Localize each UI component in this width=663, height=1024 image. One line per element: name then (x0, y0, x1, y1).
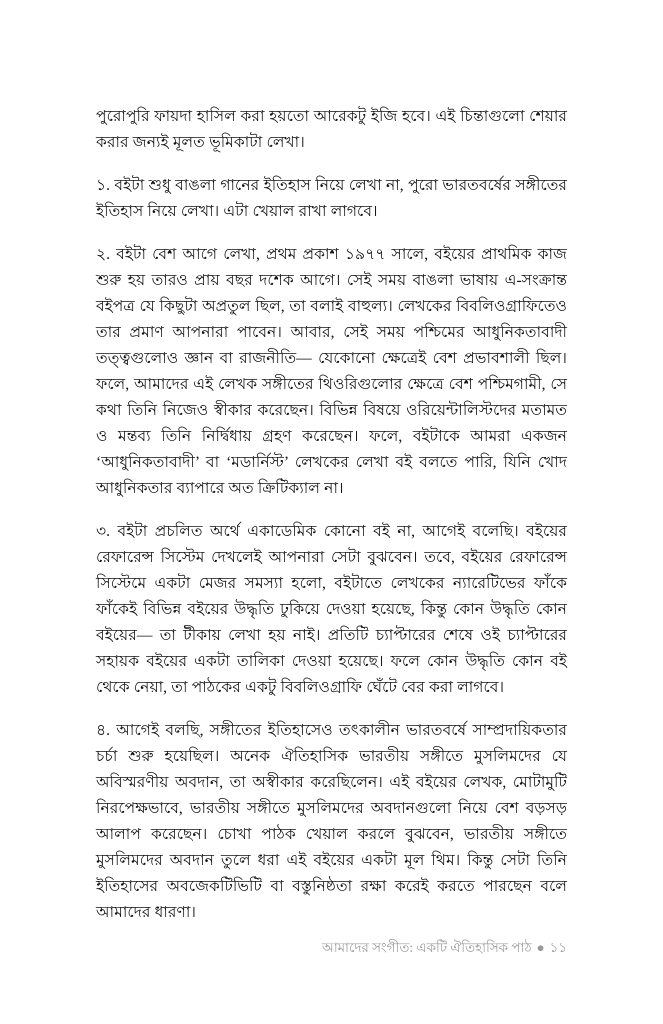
text-column (96, 104, 567, 926)
paragraph-point-2: ২. বইটা বেশ আগে লেখা, প্রথম প্রকাশ ১৯৭৭ সালে, বইয়ের প্রাথমিক কাজ শুরু হয় তারও প্রায় বছর দশেক আগে। সেই সময় বাঙলা ভাষায় এ-সংক্রান্ত বইপত্র যে কিছুটা অপ্রতুল ছিল, তা বলাই বাহুল্য। লেখকের বিবলিওগ্রাফিতেও তার প্রমাণ আপনারা পাবেন। আবার, সেই সময় পশ্চিমের আধুনিকতাবাদী তত্ত্বগুলোও জ্ঞান বা রাজনীতি— যেকোনো ক্ষেত্রেই বেশ প্রভাবশালী ছিল। ফলে, আমাদের এই লেখক সঙ্গীতের থিওরিগুলোর ক্ষেত্রে বেশ পশ্চিমগামী, সে কথা তিনি নিজেও স্বীকার করেছেন। বিভিন্ন বিষয়ে ওরিয়েন্টালিস্টদের মতামত ও মন্তব্য তিনি নির্দ্বিধায় গ্রহণ করেছেন। ফলে, বইটাকে আমরা একজন ‘আধুনিকতাবাদী’ বা ‘মডার্নিস্ট’ লেখকের লেখা বই বলতে পারি, যিনি খোদ আধুনিকতার ব্যাপারে অত ক্রিটিক্যাল না। (96, 246, 567, 497)
footer-separator-bullet-icon: ● (536, 940, 545, 955)
paragraph-point-1: ১. বইটা শুধু বাঙলা গানের ইতিহাস নিয়ে লেখা না, পুরো ভারতবর্ষের সঙ্গীতের ইতিহাস নিয়ে লেখা। এটা খেয়াল রাখা লাগবে। (96, 177, 567, 220)
paragraph-intro-continued: পুরোপুরি ফায়দা হাসিল করা হয়তো আরেকটু ইজি হবে। এই চিন্তাগুলো শেয়ার করার জন্যই মূলত ভূমিকাটা লেখা। (96, 108, 567, 151)
paragraph-point-3: ৩. বইটা প্রচলিত অর্থে একাডেমিক কোনো বই না, আগেই বলেছি। বইয়ের রেফারেন্স সিস্টেম দেখলেই আপনারা সেটা বুঝবেন। তবে, বইয়ের রেফারেন্স সিস্টেমে একটা মেজর সমস্যা হলো, বইটাতে লেখকের ন্যারেটিভের ফাঁকে ফাঁকেই বিভিন্ন বইয়ের উদ্ধৃতি ঢুকিয়ে দেওয়া হয়েছে, কিন্তু কোন উদ্ধৃতি কোন বইয়ের— তা টীকায় লেখা হয় নাই। প্রতিটি চ্যাপ্টারের শেষে ওই চ্যাপ্টারের সহায়ক বইয়ের একটা তালিকা দেওয়া হয়েছে। ফলে কোন উদ্ধৃতি কোন বই থেকে নেয়া, তা পাঠকের একটু বিবলিওগ্রাফি ঘেঁটে বের করা লাগবে। (96, 523, 567, 696)
running-title: আমাদের সংগীত: একটি ঐতিহাসিক পাঠ (322, 940, 532, 955)
paragraph-point-4: ৪. আগেই বলছি, সঙ্গীতের ইতিহাসেও তৎকালীন ভারতবর্ষে সাম্প্রদায়িকতার চর্চা শুরু হয়েছিল। অনেক ঐতিহাসিক ভারতীয় সঙ্গীতে মুসলিমদের যে অবিস্মরণীয় অবদান, তা অস্বীকার করেছিলেন। এই বইয়ের লেখক, মোটামুটি নিরপেক্ষভাবে, ভারতীয় সঙ্গীতে মুসলিমদের অবদানগুলো নিয়ে বেশ বড়সড় আলাপ করেছেন। চোখা পাঠক খেয়াল করলে বুঝবেন, ভারতীয় সঙ্গীতে মুসলিমদের অবদান তুলে ধরা এই বইয়ের একটা মূল থিম। কিন্তু সেটা তিনি ইতিহাসের অবজেকটিভিটি বা বস্তুনিষ্ঠতা রক্ষা করেই করতে পারছেন বলে আমাদের ধারণা। (96, 722, 567, 921)
page-footer (96, 938, 567, 958)
page-number: ১১ (549, 940, 567, 955)
